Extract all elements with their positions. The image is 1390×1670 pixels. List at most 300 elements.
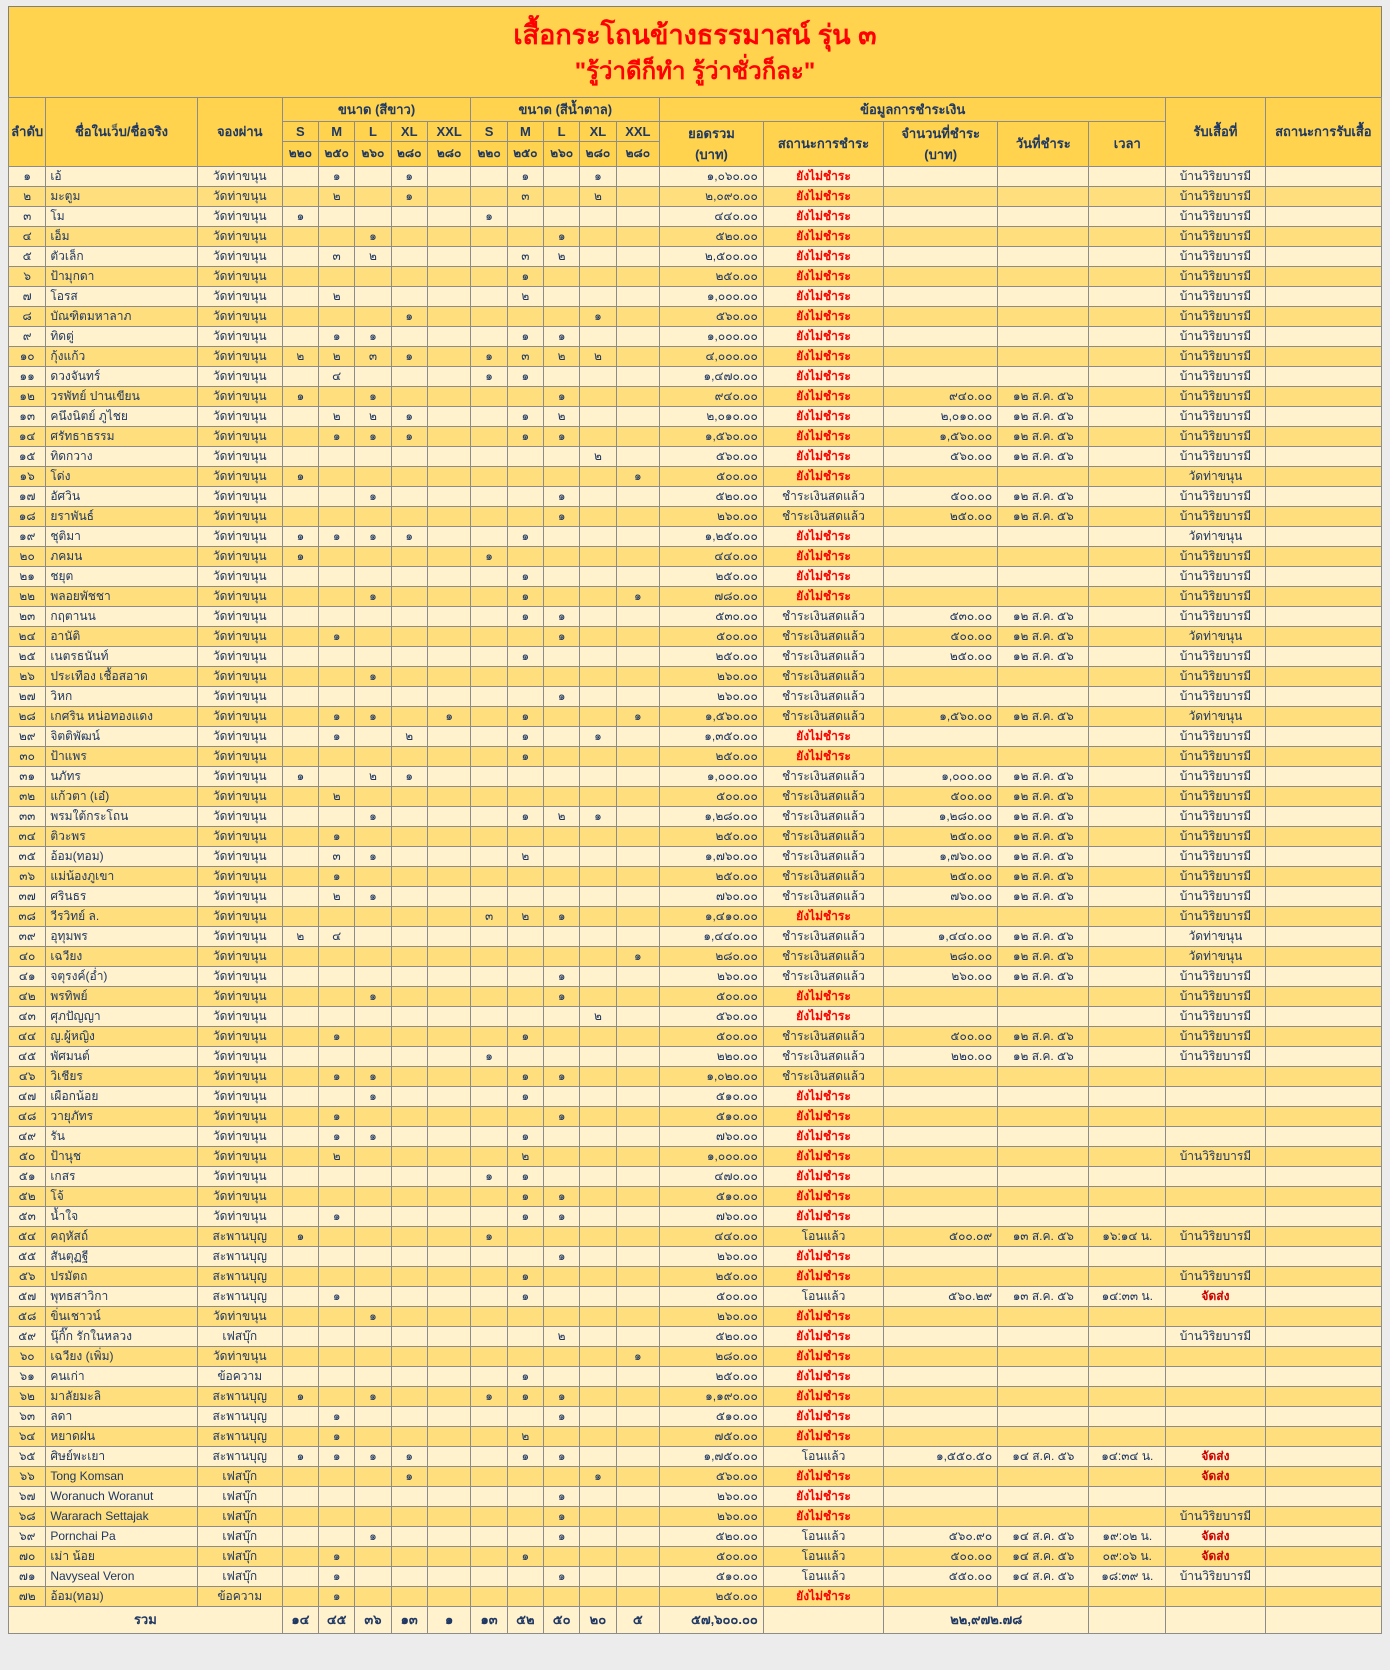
w-s-cell: [282, 246, 318, 266]
total-cell: ๕๓๐.๐๐: [660, 606, 764, 626]
via-cell: ข้อความ: [197, 1366, 282, 1386]
w-xxl-cell: [427, 1046, 471, 1066]
paid-cell: [884, 1166, 998, 1186]
pickup-cell: บ้านวิริยบารมี: [1166, 266, 1266, 286]
date-cell: ๑๒ ส.ค. ๕๖: [998, 706, 1089, 726]
name-cell: ชุติมา: [46, 526, 197, 546]
w-l-cell: [355, 1566, 391, 1586]
no-cell: ๖๑: [9, 1366, 46, 1386]
via-cell: วัดท่าขนุน: [197, 606, 282, 626]
totals-white-s: ๑๔: [282, 1606, 318, 1633]
w-s-cell: [282, 1346, 318, 1366]
w-xl-cell: [391, 746, 427, 766]
total-cell: ๑,๒๘๐.๐๐: [660, 806, 764, 826]
total-cell: ๑,๕๖๐.๐๐: [660, 426, 764, 446]
pickup-cell: [1166, 1386, 1266, 1406]
receive-cell: [1265, 1146, 1381, 1166]
table-row: [9, 526, 1382, 546]
no-cell: ๑๒: [9, 386, 46, 406]
total-cell: ๕๐๐.๐๐: [660, 466, 764, 486]
w-l-cell: ๑: [355, 386, 391, 406]
time-cell: [1089, 1026, 1166, 1046]
w-m-cell: ๑: [319, 526, 355, 546]
b-xxl-cell: [616, 1206, 660, 1226]
paid-cell: [884, 1426, 998, 1446]
price-brown-xl: ๒๘๐: [580, 142, 616, 167]
status-cell: ยังไม่ชำระ: [763, 1266, 883, 1286]
b-xl-cell: ๒: [580, 1006, 616, 1026]
paid-cell: [884, 1066, 998, 1086]
w-xxl-cell: [427, 686, 471, 706]
b-m-cell: ๑: [507, 1286, 543, 1306]
b-m-cell: ๑: [507, 1166, 543, 1186]
w-l-cell: ๑: [355, 1446, 391, 1466]
receive-cell: [1265, 1106, 1381, 1126]
total-cell: ๒๖๐.๐๐: [660, 666, 764, 686]
b-s-cell: [471, 646, 507, 666]
w-s-cell: [282, 1526, 318, 1546]
b-xl-cell: [580, 1346, 616, 1366]
w-l-cell: [355, 566, 391, 586]
w-m-cell: [319, 746, 355, 766]
via-cell: เฟสบุ๊ก: [197, 1506, 282, 1526]
w-xl-cell: [391, 206, 427, 226]
time-cell: [1089, 286, 1166, 306]
w-xxl-cell: [427, 406, 471, 426]
time-cell: [1089, 1306, 1166, 1326]
b-m-cell: ๑: [507, 1026, 543, 1046]
b-m-cell: ๑: [507, 406, 543, 426]
w-s-cell: [282, 906, 318, 926]
b-s-cell: ๑: [471, 346, 507, 366]
b-s-cell: [471, 1286, 507, 1306]
b-s-cell: [471, 886, 507, 906]
w-l-cell: [355, 1226, 391, 1246]
price-white-xl: ๒๘๐: [391, 142, 427, 167]
b-l-cell: [544, 466, 580, 486]
b-m-cell: [507, 1586, 543, 1606]
receive-cell: [1265, 806, 1381, 826]
b-xxl-cell: [616, 846, 660, 866]
date-cell: [998, 286, 1089, 306]
w-s-cell: ๑: [282, 1226, 318, 1246]
w-xxl-cell: [427, 1406, 471, 1426]
no-cell: ๓๙: [9, 926, 46, 946]
receive-cell: [1265, 426, 1381, 446]
w-xl-cell: [391, 1106, 427, 1126]
b-s-cell: ๓: [471, 906, 507, 926]
w-xl-cell: [391, 1326, 427, 1346]
paid-cell: ๕๖๐.๐๐: [884, 446, 998, 466]
pickup-cell: [1166, 1486, 1266, 1506]
b-l-cell: ๑: [544, 486, 580, 506]
b-xl-cell: ๑: [580, 726, 616, 746]
b-m-cell: ๑: [507, 586, 543, 606]
time-cell: [1089, 886, 1166, 906]
paid-cell: [884, 666, 998, 686]
via-cell: วัดท่าขนุน: [197, 186, 282, 206]
w-m-cell: [319, 606, 355, 626]
date-cell: ๑๒ ส.ค. ๕๖: [998, 866, 1089, 886]
pickup-cell: จัดส่ง: [1166, 1546, 1266, 1566]
table-row: [9, 786, 1382, 806]
total-cell: ๕๒๐.๐๐: [660, 1526, 764, 1546]
name-cell: ลดา: [46, 1406, 197, 1426]
status-cell: ยังไม่ชำระ: [763, 1366, 883, 1386]
name-cell: พรมใต้กระโถน: [46, 806, 197, 826]
w-xxl-cell: [427, 926, 471, 946]
w-s-cell: ๑: [282, 526, 318, 546]
status-cell: ชำระเงินสดแล้ว: [763, 1026, 883, 1046]
w-xxl-cell: [427, 306, 471, 326]
paid-cell: ๒,๐๑๐.๐๐: [884, 406, 998, 426]
pickup-cell: บ้านวิริยบารมี: [1166, 186, 1266, 206]
name-cell: โอรส: [46, 286, 197, 306]
b-xl-cell: [580, 1306, 616, 1326]
w-m-cell: [319, 1046, 355, 1066]
w-s-cell: [282, 326, 318, 346]
pickup-cell: วัดท่าขนุน: [1166, 526, 1266, 546]
w-l-cell: [355, 1146, 391, 1166]
b-l-cell: ๑: [544, 326, 580, 346]
paid-cell: ๕๓๐.๐๐: [884, 606, 998, 626]
no-cell: ๗: [9, 286, 46, 306]
pickup-cell: [1166, 1306, 1266, 1326]
name-cell: วายุภัทร: [46, 1106, 197, 1126]
w-xxl-cell: [427, 1146, 471, 1166]
pickup-cell: บ้านวิริยบารมี: [1166, 346, 1266, 366]
receive-cell: [1265, 386, 1381, 406]
w-s-cell: ๑: [282, 1386, 318, 1406]
b-l-cell: ๑: [544, 426, 580, 446]
group-header-payment-info: ข้อมูลการชำระเงิน: [660, 97, 1166, 121]
receive-cell: [1265, 1326, 1381, 1346]
no-cell: ๖๐: [9, 1346, 46, 1366]
b-xxl-cell: [616, 526, 660, 546]
b-l-cell: [544, 1046, 580, 1066]
paid-cell: [884, 1186, 998, 1206]
w-l-cell: ๑: [355, 586, 391, 606]
col-header-no: ลำดับ: [9, 97, 46, 166]
b-s-cell: [471, 766, 507, 786]
receive-cell: [1265, 1506, 1381, 1526]
b-xl-cell: [580, 946, 616, 966]
table-row: [9, 766, 1382, 786]
pickup-cell: บ้านวิริยบารมี: [1166, 326, 1266, 346]
w-l-cell: [355, 1546, 391, 1566]
receive-cell: [1265, 1386, 1381, 1406]
b-m-cell: [507, 686, 543, 706]
w-xxl-cell: [427, 1226, 471, 1246]
b-m-cell: ๒: [507, 906, 543, 926]
w-m-cell: [319, 1086, 355, 1106]
w-m-cell: [319, 546, 355, 566]
pickup-cell: [1166, 1126, 1266, 1146]
time-cell: ๐๙:๐๖ น.: [1089, 1546, 1166, 1566]
time-cell: [1089, 446, 1166, 466]
time-cell: [1089, 506, 1166, 526]
b-s-cell: [471, 526, 507, 546]
b-xl-cell: [580, 466, 616, 486]
paid-cell: [884, 1266, 998, 1286]
w-m-cell: ๑: [319, 706, 355, 726]
receive-cell: [1265, 446, 1381, 466]
w-m-cell: ๑: [319, 626, 355, 646]
totals-brown-xl: ๒๐: [580, 1606, 616, 1633]
date-cell: [998, 326, 1089, 346]
w-s-cell: [282, 1186, 318, 1206]
b-m-cell: [507, 786, 543, 806]
b-xxl-cell: [616, 1426, 660, 1446]
w-l-cell: ๑: [355, 426, 391, 446]
b-m-cell: [507, 1046, 543, 1066]
b-xxl-cell: [616, 1486, 660, 1506]
b-s-cell: [471, 286, 507, 306]
b-xxl-cell: [616, 1586, 660, 1606]
b-m-cell: ๑: [507, 426, 543, 446]
table-row: [9, 1386, 1382, 1406]
receive-cell: [1265, 1306, 1381, 1326]
status-cell: ยังไม่ชำระ: [763, 906, 883, 926]
via-cell: วัดท่าขนุน: [197, 266, 282, 286]
b-l-cell: [544, 266, 580, 286]
b-l-cell: [544, 586, 580, 606]
paid-cell: ๙๔๐.๐๐: [884, 386, 998, 406]
w-s-cell: [282, 1006, 318, 1026]
paid-cell: [884, 1586, 998, 1606]
pickup-cell: บ้านวิริยบารมี: [1166, 866, 1266, 886]
b-l-cell: [544, 1546, 580, 1566]
b-xl-cell: [580, 666, 616, 686]
b-l-cell: [544, 706, 580, 726]
b-xl-cell: [580, 1046, 616, 1066]
b-xxl-cell: [616, 1186, 660, 1206]
total-cell: ๑,๔๔๐.๐๐: [660, 926, 764, 946]
b-xxl-cell: [616, 1266, 660, 1286]
totals-white-xl: ๑๓: [391, 1606, 427, 1633]
w-m-cell: ๑: [319, 1426, 355, 1446]
status-cell: ชำระเงินสดแล้ว: [763, 886, 883, 906]
w-xl-cell: [391, 1566, 427, 1586]
via-cell: เฟสบุ๊ก: [197, 1566, 282, 1586]
pickup-cell: [1166, 1426, 1266, 1446]
table-row: [9, 586, 1382, 606]
w-s-cell: [282, 1566, 318, 1586]
no-cell: ๔๙: [9, 1126, 46, 1146]
w-s-cell: [282, 306, 318, 326]
no-cell: ๖๔: [9, 1426, 46, 1446]
title-box: [8, 6, 1382, 97]
receive-cell: [1265, 406, 1381, 426]
b-xxl-cell: [616, 886, 660, 906]
pickup-cell: [1166, 1406, 1266, 1426]
b-s-cell: [471, 406, 507, 426]
no-cell: ๔๓: [9, 1006, 46, 1026]
name-cell: Navyseal Veron: [46, 1566, 197, 1586]
b-m-cell: [507, 1486, 543, 1506]
b-l-cell: ๑: [544, 386, 580, 406]
no-cell: ๕๒: [9, 1186, 46, 1206]
b-xxl-cell: [616, 1246, 660, 1266]
via-cell: วัดท่าขนุน: [197, 826, 282, 846]
no-cell: ๓๗: [9, 886, 46, 906]
w-xxl-cell: [427, 226, 471, 246]
totals-white-l: ๓๖: [355, 1606, 391, 1633]
w-xl-cell: [391, 1306, 427, 1326]
no-cell: ๑๐: [9, 346, 46, 366]
total-cell: ๒๕๐.๐๐: [660, 566, 764, 586]
time-cell: [1089, 686, 1166, 706]
total-cell: ๑,๐๐๐.๐๐: [660, 286, 764, 306]
w-xl-cell: [391, 1046, 427, 1066]
w-l-cell: ๑: [355, 986, 391, 1006]
date-cell: ๑๒ ส.ค. ๕๖: [998, 626, 1089, 646]
w-l-cell: [355, 1466, 391, 1486]
pickup-cell: บ้านวิริยบารมี: [1166, 246, 1266, 266]
pickup-cell: บ้านวิริยบารมี: [1166, 386, 1266, 406]
time-cell: [1089, 226, 1166, 246]
b-xxl-cell: [616, 1006, 660, 1026]
table-row: [9, 966, 1382, 986]
via-cell: วัดท่าขนุน: [197, 286, 282, 306]
w-l-cell: ๑: [355, 886, 391, 906]
b-l-cell: [544, 366, 580, 386]
b-xl-cell: [580, 1026, 616, 1046]
pickup-cell: วัดท่าขนุน: [1166, 926, 1266, 946]
time-cell: [1089, 966, 1166, 986]
total-cell: ๕๐๐.๐๐: [660, 786, 764, 806]
time-cell: ๑๔:๓๓ น.: [1089, 1286, 1166, 1306]
b-xxl-cell: [616, 566, 660, 586]
paid-cell: ๑,๕๕๐.๕๐: [884, 1446, 998, 1466]
w-m-cell: [319, 646, 355, 666]
no-cell: ๖๖: [9, 1466, 46, 1486]
date-cell: ๑๒ ส.ค. ๕๖: [998, 926, 1089, 946]
pickup-cell: บ้านวิริยบารมี: [1166, 206, 1266, 226]
w-xxl-cell: [427, 1506, 471, 1526]
w-xxl-cell: [427, 526, 471, 546]
no-cell: ๕๔: [9, 1226, 46, 1246]
table-row: [9, 466, 1382, 486]
b-m-cell: ๑: [507, 566, 543, 586]
date-cell: [998, 1466, 1089, 1486]
paid-cell: [884, 1466, 998, 1486]
w-l-cell: [355, 1206, 391, 1226]
via-cell: วัดท่าขนุน: [197, 726, 282, 746]
via-cell: วัดท่าขนุน: [197, 386, 282, 406]
w-xl-cell: ๑: [391, 426, 427, 446]
w-s-cell: [282, 746, 318, 766]
total-cell: ๒๕๐.๐๐: [660, 866, 764, 886]
name-cell: วรพัทย์ ปานเขียน: [46, 386, 197, 406]
status-cell: ยังไม่ชำระ: [763, 986, 883, 1006]
w-l-cell: ๑: [355, 1386, 391, 1406]
w-xxl-cell: [427, 726, 471, 746]
no-cell: ๘: [9, 306, 46, 326]
table-row: [9, 306, 1382, 326]
status-cell: ยังไม่ชำระ: [763, 746, 883, 766]
no-cell: ๒๕: [9, 646, 46, 666]
w-s-cell: ๑: [282, 766, 318, 786]
b-m-cell: ๑: [507, 646, 543, 666]
b-xxl-cell: ๑: [616, 946, 660, 966]
receive-cell: [1265, 726, 1381, 746]
no-cell: ๒: [9, 186, 46, 206]
pickup-cell: บ้านวิริยบารมี: [1166, 1566, 1266, 1586]
w-xl-cell: [391, 806, 427, 826]
status-cell: ชำระเงินสดแล้ว: [763, 846, 883, 866]
pickup-cell: บ้านวิริยบารมี: [1166, 786, 1266, 806]
b-xxl-cell: [616, 226, 660, 246]
status-cell: ชำระเงินสดแล้ว: [763, 786, 883, 806]
b-l-cell: ๑: [544, 1106, 580, 1126]
w-l-cell: ๑: [355, 1306, 391, 1326]
status-cell: ยังไม่ชำระ: [763, 466, 883, 486]
name-cell: ศรัทธาธรรม: [46, 426, 197, 446]
totals-brown-xxl: ๕: [616, 1606, 660, 1633]
table-row: [9, 1226, 1382, 1246]
time-cell: [1089, 1346, 1166, 1366]
total-cell: ๑,๔๗๐.๐๐: [660, 366, 764, 386]
w-s-cell: [282, 806, 318, 826]
no-cell: ๖๓: [9, 1406, 46, 1426]
paid-cell: [884, 466, 998, 486]
w-xl-cell: [391, 986, 427, 1006]
paid-cell: [884, 526, 998, 546]
totals-brown-m: ๕๒: [507, 1606, 543, 1633]
b-s-cell: [471, 706, 507, 726]
b-s-cell: ๑: [471, 1386, 507, 1406]
pickup-cell: บ้านวิริยบารมี: [1166, 766, 1266, 786]
b-s-cell: [471, 326, 507, 346]
b-xxl-cell: [616, 606, 660, 626]
pickup-cell: วัดท่าขนุน: [1166, 946, 1266, 966]
b-s-cell: [471, 1206, 507, 1226]
w-s-cell: [282, 1046, 318, 1066]
w-xxl-cell: [427, 1106, 471, 1126]
paid-cell: ๕๕๐.๐๐: [884, 1566, 998, 1586]
status-cell: ยังไม่ชำระ: [763, 326, 883, 346]
b-xl-cell: [580, 1086, 616, 1106]
col-header-brown-l: L: [544, 121, 580, 141]
b-l-cell: ๑: [544, 1526, 580, 1546]
name-cell: พลอยพัชชา: [46, 586, 197, 606]
w-s-cell: [282, 1086, 318, 1106]
paid-cell: ๒๕๐.๐๐: [884, 646, 998, 666]
w-m-cell: [319, 1326, 355, 1346]
b-s-cell: [471, 1126, 507, 1146]
pickup-cell: บ้านวิริยบารมี: [1166, 906, 1266, 926]
pickup-cell: บ้านวิริยบารมี: [1166, 746, 1266, 766]
w-s-cell: ๑: [282, 1446, 318, 1466]
b-l-cell: [544, 566, 580, 586]
b-l-cell: [544, 666, 580, 686]
no-cell: ๕๐: [9, 1146, 46, 1166]
w-m-cell: [319, 506, 355, 526]
time-cell: [1089, 1366, 1166, 1386]
col-header-white-l: L: [355, 121, 391, 141]
w-xl-cell: ๑: [391, 406, 427, 426]
w-xxl-cell: [427, 826, 471, 846]
w-l-cell: ๑: [355, 1126, 391, 1146]
col-header-white-xl: XL: [391, 121, 427, 141]
pickup-cell: บ้านวิริยบารมี: [1166, 846, 1266, 866]
time-cell: [1089, 766, 1166, 786]
w-m-cell: [319, 686, 355, 706]
b-l-cell: [544, 1126, 580, 1146]
paid-cell: [884, 726, 998, 746]
w-s-cell: [282, 986, 318, 1006]
